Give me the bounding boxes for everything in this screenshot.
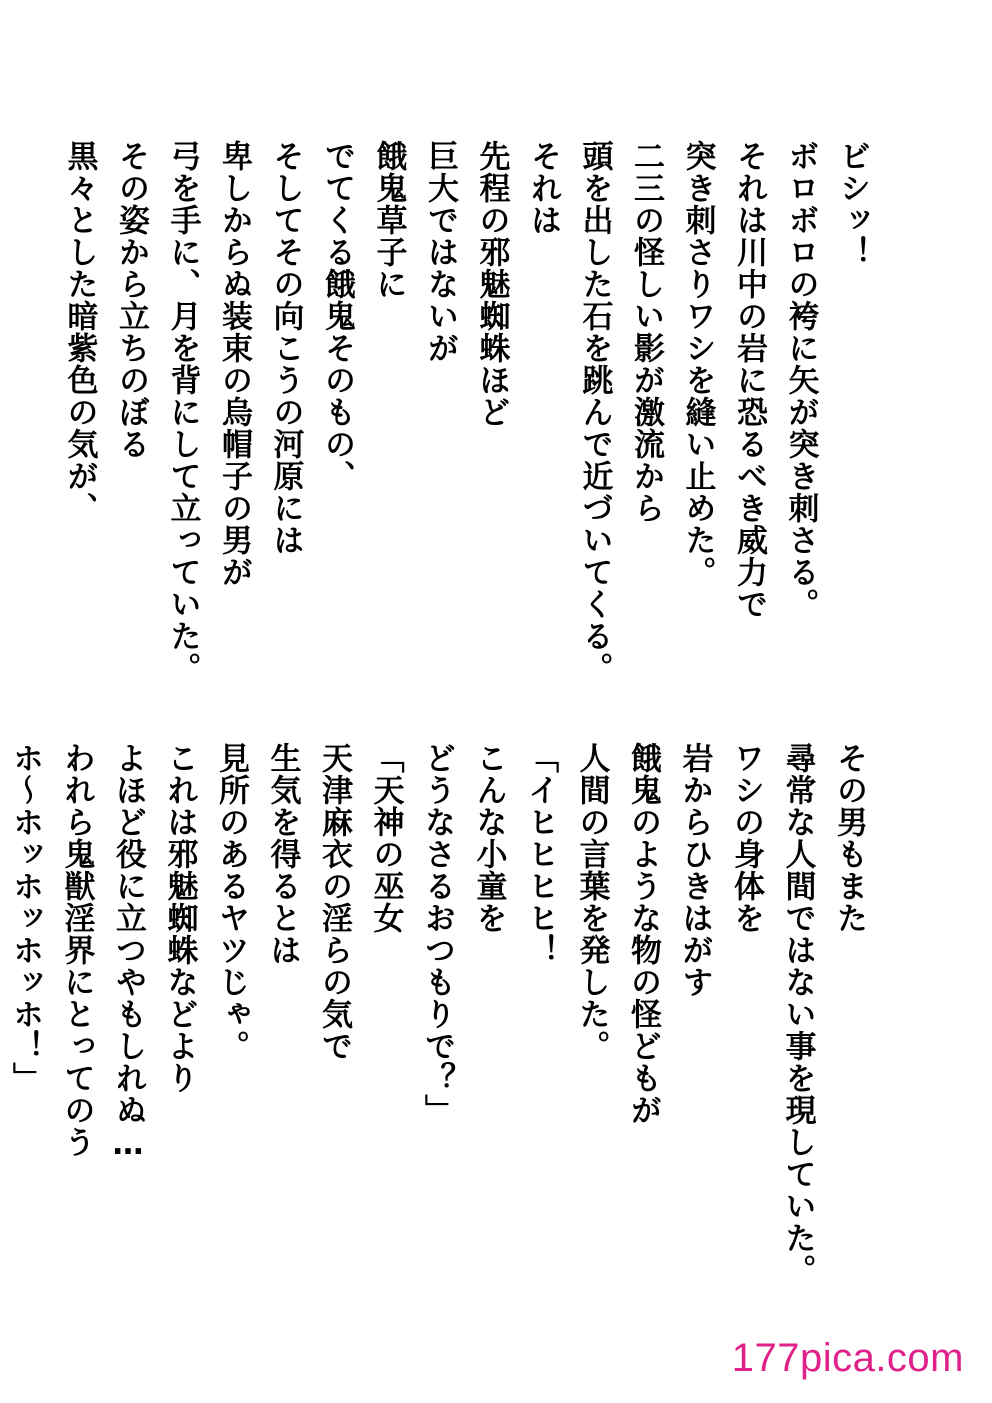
text-line: これは邪魅蜘蛛などより xyxy=(161,742,198,1094)
text-line: 卑しからぬ装束の烏帽子の男が xyxy=(216,140,252,588)
text-line: そしてその向こうの河原には xyxy=(267,140,304,556)
text-line: どうなさるおつもりで？」 xyxy=(419,742,455,1126)
text-line: われら鬼獣淫界にとってのう xyxy=(58,742,95,1158)
text-line: 尋常な人間ではない事を現していた。 xyxy=(779,742,816,1286)
text-line: その男もまた xyxy=(831,742,867,934)
text-line: ワシの身体を xyxy=(728,742,764,934)
text-line: 二三の怪しい影が激流から xyxy=(628,140,664,524)
watermark: 177pica.com xyxy=(731,1336,964,1380)
text-line: 先程の邪魅蜘蛛ほど xyxy=(473,140,510,428)
text-line: ボロボロの袴に矢が突き刺さる。 xyxy=(782,140,819,620)
text-line: 餓鬼のような物の怪どもが xyxy=(625,742,661,1126)
text-line: 「天神の巫女 xyxy=(367,742,404,934)
text-line: それは xyxy=(525,140,561,236)
text-block-top xyxy=(43,140,870,684)
text-line: それは川中の岩に恐るべき威力で xyxy=(731,140,767,620)
text-line: 天津麻衣の淫らの気で xyxy=(316,742,352,1062)
text-line: 「イヒヒヒヒ！ xyxy=(522,742,558,966)
text-line: 見所のあるヤツじゃ。 xyxy=(213,742,249,1062)
text-line: 弓を手に、月を背にして立っていた。 xyxy=(164,140,201,684)
text-line: ビシッ！ xyxy=(834,140,870,268)
text-line: 人間の言葉を発した。 xyxy=(573,742,610,1062)
text-line: よほど役に立つやもしれぬ… xyxy=(110,742,146,1163)
text-line: 餓鬼草子に xyxy=(370,140,407,300)
text-line: ホ～ホッホッホッホ！」 xyxy=(7,742,43,1094)
text-line: 頭を出した石を跳んで近づいてくる。 xyxy=(576,140,613,684)
text-line: 岩からひきはがす xyxy=(676,742,713,998)
text-line: こんな小童を xyxy=(470,742,507,934)
text-block-bottom xyxy=(0,742,867,1286)
text-line: 突き刺さりワシを縫い止めた。 xyxy=(679,140,716,588)
text-line: その姿から立ちのぼる xyxy=(113,140,149,460)
text-line: 黒々とした暗紫色の気が、 xyxy=(61,140,98,524)
text-line: 生気を得るとは xyxy=(264,742,301,966)
text-line: 巨大ではないが xyxy=(422,140,458,364)
text-line: でてくる餓鬼そのもの、 xyxy=(319,140,355,492)
